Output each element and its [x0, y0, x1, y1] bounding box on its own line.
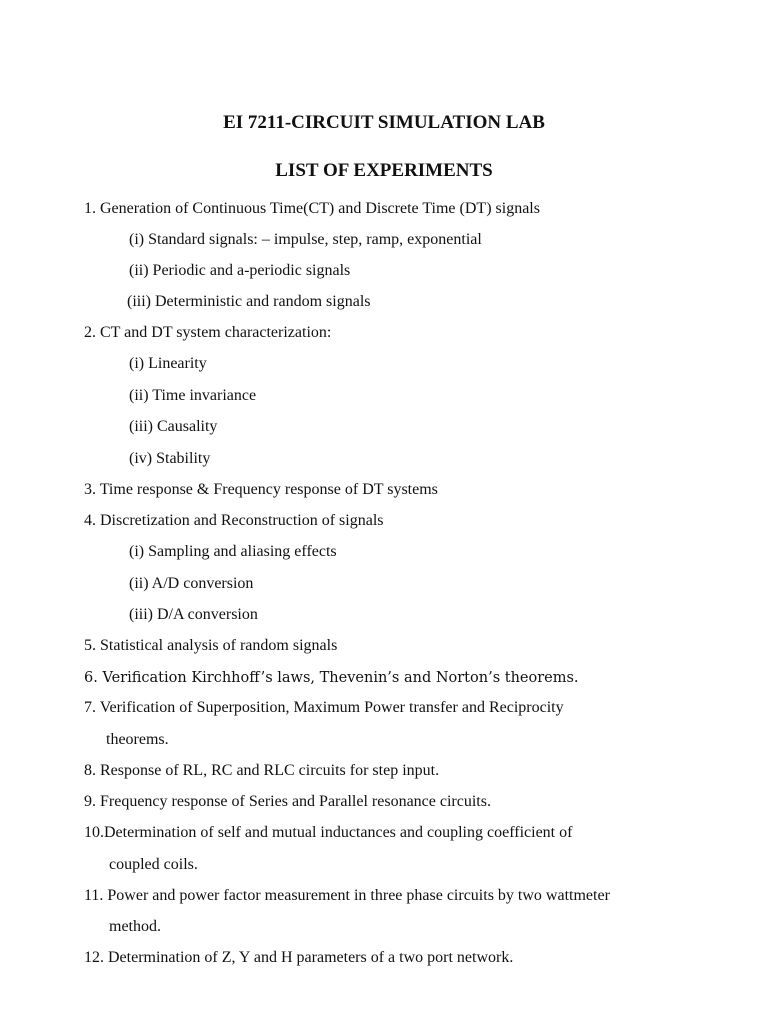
- experiment-4-sub-iii: (iii) D/A conversion: [129, 606, 258, 623]
- experiment-11-continued: method.: [109, 918, 161, 935]
- experiment-1-sub-i: (i) Standard signals: – impulse, step, ramp, exponential: [129, 231, 482, 248]
- experiment-1-sub-iii: (iii) Deterministic and random signals: [127, 293, 371, 310]
- experiment-7: 7. Verification of Superposition, Maximum Power transfer and Reciprocity: [84, 699, 564, 716]
- experiment-4-sub-i: (i) Sampling and aliasing effects: [129, 543, 337, 560]
- experiment-1: 1. Generation of Continuous Time(CT) and Discrete Time (DT) signals: [84, 200, 540, 217]
- experiment-4-sub-ii: (ii) A/D conversion: [129, 575, 254, 592]
- experiment-7-continued: theorems.: [106, 731, 169, 748]
- experiment-2-sub-ii: (ii) Time invariance: [129, 387, 257, 404]
- experiment-4: 4. Discretization and Reconstruction of signals: [84, 512, 384, 529]
- experiment-3: 3. Time response & Frequency response of DT systems: [84, 481, 438, 498]
- experiment-2-sub-i: (i) Linearity: [129, 355, 207, 372]
- list-heading: LIST OF EXPERIMENTS: [275, 160, 493, 181]
- experiment-1-sub-ii: (ii) Periodic and a-periodic signals: [129, 262, 351, 279]
- experiment-5: 5. Statistical analysis of random signals: [84, 637, 338, 654]
- experiment-6: 6. Verification Kirchhoff’s laws, Thevenin’s and Norton’s theorems.: [84, 670, 579, 686]
- experiment-12: 12. Determination of Z, Y and H parameters of a two port network.: [84, 949, 514, 966]
- experiment-2-sub-iv: (iv) Stability: [129, 450, 211, 467]
- experiment-8: 8. Response of RL, RC and RLC circuits for step input.: [84, 762, 440, 779]
- experiment-11: 11. Power and power factor measurement in three phase circuits by two wattmeter: [84, 887, 610, 904]
- experiment-2: 2. CT and DT system characterization:: [84, 324, 332, 341]
- experiment-10-continued: coupled coils.: [109, 856, 198, 873]
- course-title: EI 7211-CIRCUIT SIMULATION LAB: [223, 112, 545, 133]
- experiment-9: 9. Frequency response of Series and Parallel resonance circuits.: [84, 793, 491, 810]
- experiment-2-sub-iii: (iii) Causality: [129, 418, 218, 435]
- experiment-10: 10.Determination of self and mutual inductances and coupling coefficient of: [84, 824, 573, 841]
